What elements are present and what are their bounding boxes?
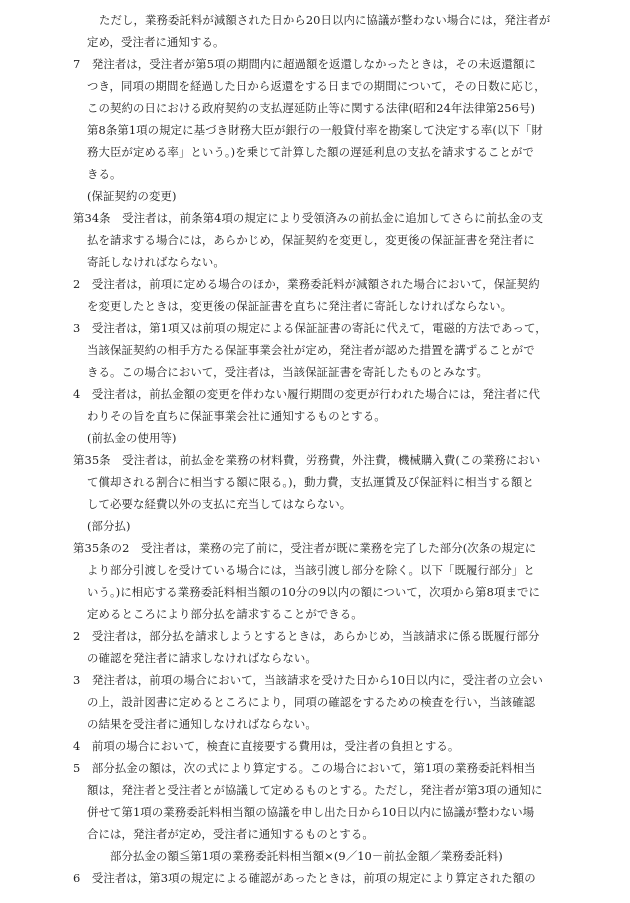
formula-line: 部分払金の額≦第1項の業務委託料相当額×(9／10－前払金額／業務委託料) (110, 849, 503, 863)
text-line: 払を請求する場合には，あらかじめ，保証契約を変更し，変更後の保証証書を発注者に (87, 233, 535, 247)
text-line: の上，設計図書に定めるところにより，同項の確認をするための検査を行い，当該確認 (87, 695, 536, 709)
section-heading: (部分払) (87, 519, 131, 533)
text-line: 3 発注者は，前項の場合において，当該請求を受けた日から10日以内に，受注者の立会い (73, 673, 543, 687)
article-line: 第35条の2 受注者は，業務の完了前に，受注者が既に業務を完了した部分(次条の規定に (73, 541, 537, 555)
article-line: 第34条 受注者は，前条第4項の規定により受領済みの前払金に追加してさらに前払金の支 (73, 211, 544, 225)
text-line: 4 受注者は，前払金額の変更を伴わない履行期間の変更が行われた場合には，発注者に代 (73, 387, 540, 401)
text-line: いう。)に相応する業務委託料相当額の10分の9以内の額について，次項から第8項までに (87, 585, 540, 599)
text-line: つき，同項の期間を経過した日から返還をする日までの期間について，その日数に応じ， (87, 79, 546, 93)
text-line: わりその旨を直ちに保証事業会社に通知するものとする。 (87, 409, 386, 423)
text-line: 6 受注者は，第3項の規定による確認があったときは，前項の規定により算定された額の (73, 871, 536, 885)
text-line: の確認を発注者に請求しなければならない。 (87, 651, 317, 665)
text-line: 務大臣が定める率」という。)を乗じて計算した額の遅延利息の支払を請求することがで (87, 145, 534, 159)
text-line: 第8条第1項の規定に基づき財務大臣が銀行の一般貸付率を勘案して決定する率(以下「財 (87, 123, 543, 137)
text-line: 併せて第1項の業務委託料相当額の協議を申し出た日から10日以内に協議が整わない場 (87, 805, 535, 819)
text-line: 3 受注者は，第1項又は前項の規定による保証証書の寄託に代えて，電磁的方法であって， (73, 321, 547, 335)
text-line: 2 受注者は，前項に定める場合のほか，業務委託料が減額された場合において，保証契約 (73, 277, 540, 291)
text-line: より部分引渡しを受けている場合には，当該引渡し部分を除く。以下「既履行部分」と (87, 563, 535, 577)
article-line: 第35条 受注者は，前払金を業務の材料費，労務費，外注費，機械購入費(この業務におい (73, 453, 541, 467)
text-line: 当該保証契約の相手方たる保証事業会社が定め，発注者が認めた措置を講ずることがで (87, 343, 535, 357)
text-line: 7 発注者は，受注者が第5項の期間内に超過額を返還しなかったときは，その未返還額に (73, 57, 536, 71)
section-heading: (前払金の使用等) (87, 431, 177, 445)
text-line: きる。 (87, 167, 122, 181)
text-line: 5 部分払金の額は，次の式により算定する。この場合において，第1項の業務委託料相当 (73, 761, 536, 775)
text-line: 定めるところにより部分払を請求することができる。 (87, 607, 363, 621)
text-line: 寄託しなければならない。 (87, 255, 225, 269)
text-line: て償却される割合に相当する額に限る。)，動力費，支払運賃及び保証料に相当する額と (87, 475, 534, 489)
text-line: を変更したときは，変更後の保証証書を直ちに発注者に寄託しなければならない。 (87, 299, 513, 313)
text-line: 2 受注者は，部分払を請求しようとするときは，あらかじめ，当該請求に係る既履行部分 (73, 629, 540, 643)
text-line: 額は，発注者と受注者とが協議して定めるものとする。ただし，発注者が第3項の通知に (87, 783, 543, 797)
text-line: 定め，受注者に通知する。 (87, 35, 225, 49)
text-line: の結果を受注者に通知しなければならない。 (87, 717, 317, 731)
section-heading: (保証契約の変更) (87, 189, 177, 203)
text-line: 合には，発注者が定め，受注者に通知するものとする。 (87, 827, 374, 841)
text-line: ただし，業務委託料が減額された日から20日以内に協議が整わない場合には，発注者が (99, 13, 551, 27)
text-line: 4 前項の場合において，検査に直接要する費用は，受注者の負担とする。 (73, 739, 460, 753)
text-line: この契約の日における政府契約の支払遅延防止等に関する法律(昭和24年法律第256号) (87, 101, 535, 115)
text-line: して必要な経費以外の支払に充当してはならない。 (87, 497, 352, 511)
text-line: きる。この場合において，受注者は，当該保証証書を寄託したものとみなす。 (87, 365, 489, 379)
